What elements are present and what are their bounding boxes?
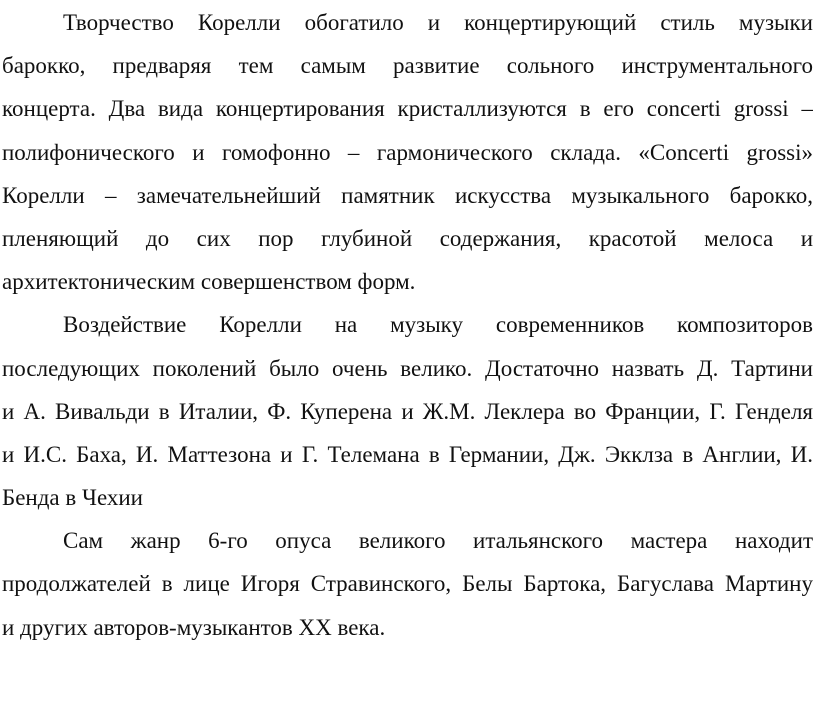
- paragraph-3: [2, 519, 813, 649]
- text-line: барокко, предваряя тем самым развитие сольного инструментального: [2, 53, 813, 79]
- text-line: Творчество Корелли обогатило и концертирующий стиль музыки: [63, 10, 813, 35]
- text-line: концерта. Два вида концертирования кристаллизуются в его concerti grossi –: [2, 96, 813, 122]
- paragraph-1: [2, 0, 813, 303]
- text-line: последующих поколений было очень велико. Достаточно назвать Д. Тартини: [2, 355, 813, 381]
- text-line: и других авторов-музыкантов XX века.: [2, 614, 386, 640]
- text-line: и А. Вивальди в Италии, Ф. Куперена и Ж.М. Леклера во Франции, Г. Генделя: [2, 398, 813, 424]
- text-line: архитектоническим совершенством форм.: [2, 269, 416, 295]
- text-line: Сам жанр 6-го опуса великого итальянского мастера находит: [63, 528, 813, 554]
- text-line: полифонического и гомофонно – гармонического склада. «Concerti grossi»: [2, 139, 813, 165]
- paragraph-2: [2, 303, 813, 519]
- text-line: Корелли – замечательнейший памятник искусства музыкального барокко,: [2, 182, 813, 208]
- text-line: Бенда в Чехии: [2, 485, 143, 511]
- text-line: продолжателей в лице Игоря Стравинского, Белы Бартока, Багуслава Мартину: [2, 571, 813, 597]
- text-line: Воздействие Корелли на музыку современников композиторов: [63, 312, 813, 338]
- text-line: и И.С. Баха, И. Маттезона и Г. Телемана в Германии, Дж. Экклза в Англии, И.: [2, 441, 813, 467]
- text-line: пленяющий до сих пор глубиной содержания, красотой мелоса и: [2, 225, 813, 251]
